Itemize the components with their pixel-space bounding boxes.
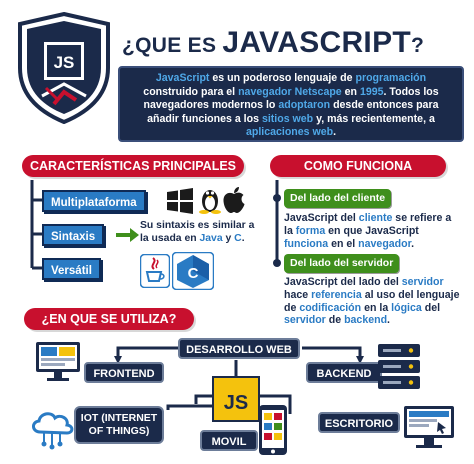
text-segment: en bbox=[341, 85, 360, 98]
highlighted-text: JavaScript bbox=[155, 72, 210, 84]
desarrollo-web-node: DESARROLLO WEB bbox=[178, 338, 300, 359]
center-js-logo bbox=[212, 376, 260, 427]
highlighted-text: funciona bbox=[284, 237, 329, 250]
title-prefix: ¿QUE ES bbox=[122, 34, 223, 57]
page-title bbox=[122, 26, 424, 60]
sintaxis-arrow-icon bbox=[116, 227, 140, 243]
iot-node: IOT (INTERNET OF THINGS) bbox=[74, 406, 164, 444]
text-segment: del bbox=[421, 301, 441, 314]
highlighted-text: sitios web bbox=[261, 112, 314, 125]
desktop-computer-icon bbox=[402, 404, 456, 450]
java-icon bbox=[140, 254, 170, 288]
highlighted-text: codificación bbox=[299, 301, 362, 314]
highlighted-text: navegador bbox=[358, 237, 412, 250]
text-segment: . bbox=[333, 126, 337, 139]
text-segment: . Todos los navegadores modernos lo bbox=[143, 85, 439, 112]
backend-server-icon bbox=[376, 342, 422, 392]
escritorio-node: ESCRITORIO bbox=[318, 412, 400, 433]
text-segment: construido para el bbox=[143, 85, 239, 98]
center-logo-text: JS bbox=[223, 392, 249, 414]
multiplataforma-button: Multiplataforma bbox=[42, 190, 146, 212]
highlighted-text: aplicaciones web bbox=[245, 126, 334, 139]
text-segment: en el bbox=[328, 237, 359, 250]
windows-icon bbox=[166, 188, 194, 214]
highlighted-text: adoptaron bbox=[278, 99, 331, 112]
highlighted-text: Java bbox=[199, 232, 223, 244]
backend-node: BACKEND bbox=[306, 362, 382, 383]
highlighted-text: C bbox=[234, 232, 242, 244]
highlighted-text: referencia bbox=[311, 288, 362, 301]
text-segment: en la bbox=[361, 301, 392, 314]
caracteristicas-heading: CARACTERÍSTICAS PRINCIPALES bbox=[22, 155, 244, 177]
frontend-monitor-icon bbox=[34, 340, 82, 382]
text-segment: JavaScript del lado del bbox=[284, 276, 402, 288]
javascript-shield-logo bbox=[18, 12, 110, 124]
highlighted-text: servidor bbox=[284, 314, 326, 327]
intro-description bbox=[118, 66, 464, 142]
lado-servidor-label: Del lado del servidor bbox=[284, 254, 399, 273]
versatil-button: Versátil bbox=[42, 258, 101, 280]
text-segment: . bbox=[411, 237, 415, 250]
highlighted-text: navegador Netscape bbox=[238, 85, 342, 98]
c-letter: C bbox=[187, 265, 199, 282]
highlighted-text: 1995 bbox=[359, 85, 384, 98]
lado-cliente-text bbox=[284, 212, 462, 250]
text-segment: desde entonces para añadir funciones a los bbox=[147, 99, 439, 125]
linux-icon bbox=[198, 184, 222, 214]
text-segment: . bbox=[241, 232, 245, 244]
highlighted-text: forma bbox=[295, 224, 326, 237]
highlighted-text: programación bbox=[355, 72, 427, 84]
mobile-phone-icon bbox=[258, 404, 288, 456]
sintaxis-button: Sintaxis bbox=[42, 224, 104, 246]
highlighted-text: lógica bbox=[391, 301, 422, 314]
text-segment: al uso del lenguaje de bbox=[284, 288, 460, 314]
title-suffix: ? bbox=[411, 34, 425, 57]
text-segment: JavaScript del bbox=[284, 212, 359, 224]
apple-icon bbox=[222, 186, 246, 214]
text-segment: de bbox=[325, 314, 345, 327]
lado-cliente-label: Del lado del cliente bbox=[284, 189, 391, 208]
usos-heading: ¿EN QUE SE UTILIZA? bbox=[24, 308, 194, 330]
text-segment: es un poderoso lenguaje de bbox=[209, 72, 356, 84]
text-segment: . bbox=[387, 314, 390, 327]
movil-node: MOVIL bbox=[200, 430, 258, 451]
c-language-icon bbox=[172, 252, 214, 290]
text-segment: y bbox=[222, 232, 235, 244]
text-segment: se refiere a la bbox=[284, 212, 452, 237]
text-segment: y, más recientemente, a bbox=[313, 112, 435, 125]
iot-cloud-icon bbox=[28, 406, 76, 450]
title-main: JAVASCRIPT bbox=[222, 26, 412, 59]
como-funciona-heading: COMO FUNCIONA bbox=[270, 155, 446, 177]
text-segment: hace bbox=[284, 288, 312, 301]
highlighted-text: cliente bbox=[358, 212, 393, 224]
text-segment: en que JavaScript bbox=[325, 224, 419, 237]
lado-servidor-text bbox=[284, 276, 466, 327]
highlighted-text: backend bbox=[344, 314, 388, 327]
text-segment: Su sintaxis es similar a la usada en bbox=[140, 220, 255, 244]
logo-text: JS bbox=[53, 53, 75, 72]
sintaxis-note bbox=[140, 220, 260, 246]
frontend-node: FRONTEND bbox=[84, 362, 164, 383]
highlighted-text: servidor bbox=[401, 276, 444, 288]
